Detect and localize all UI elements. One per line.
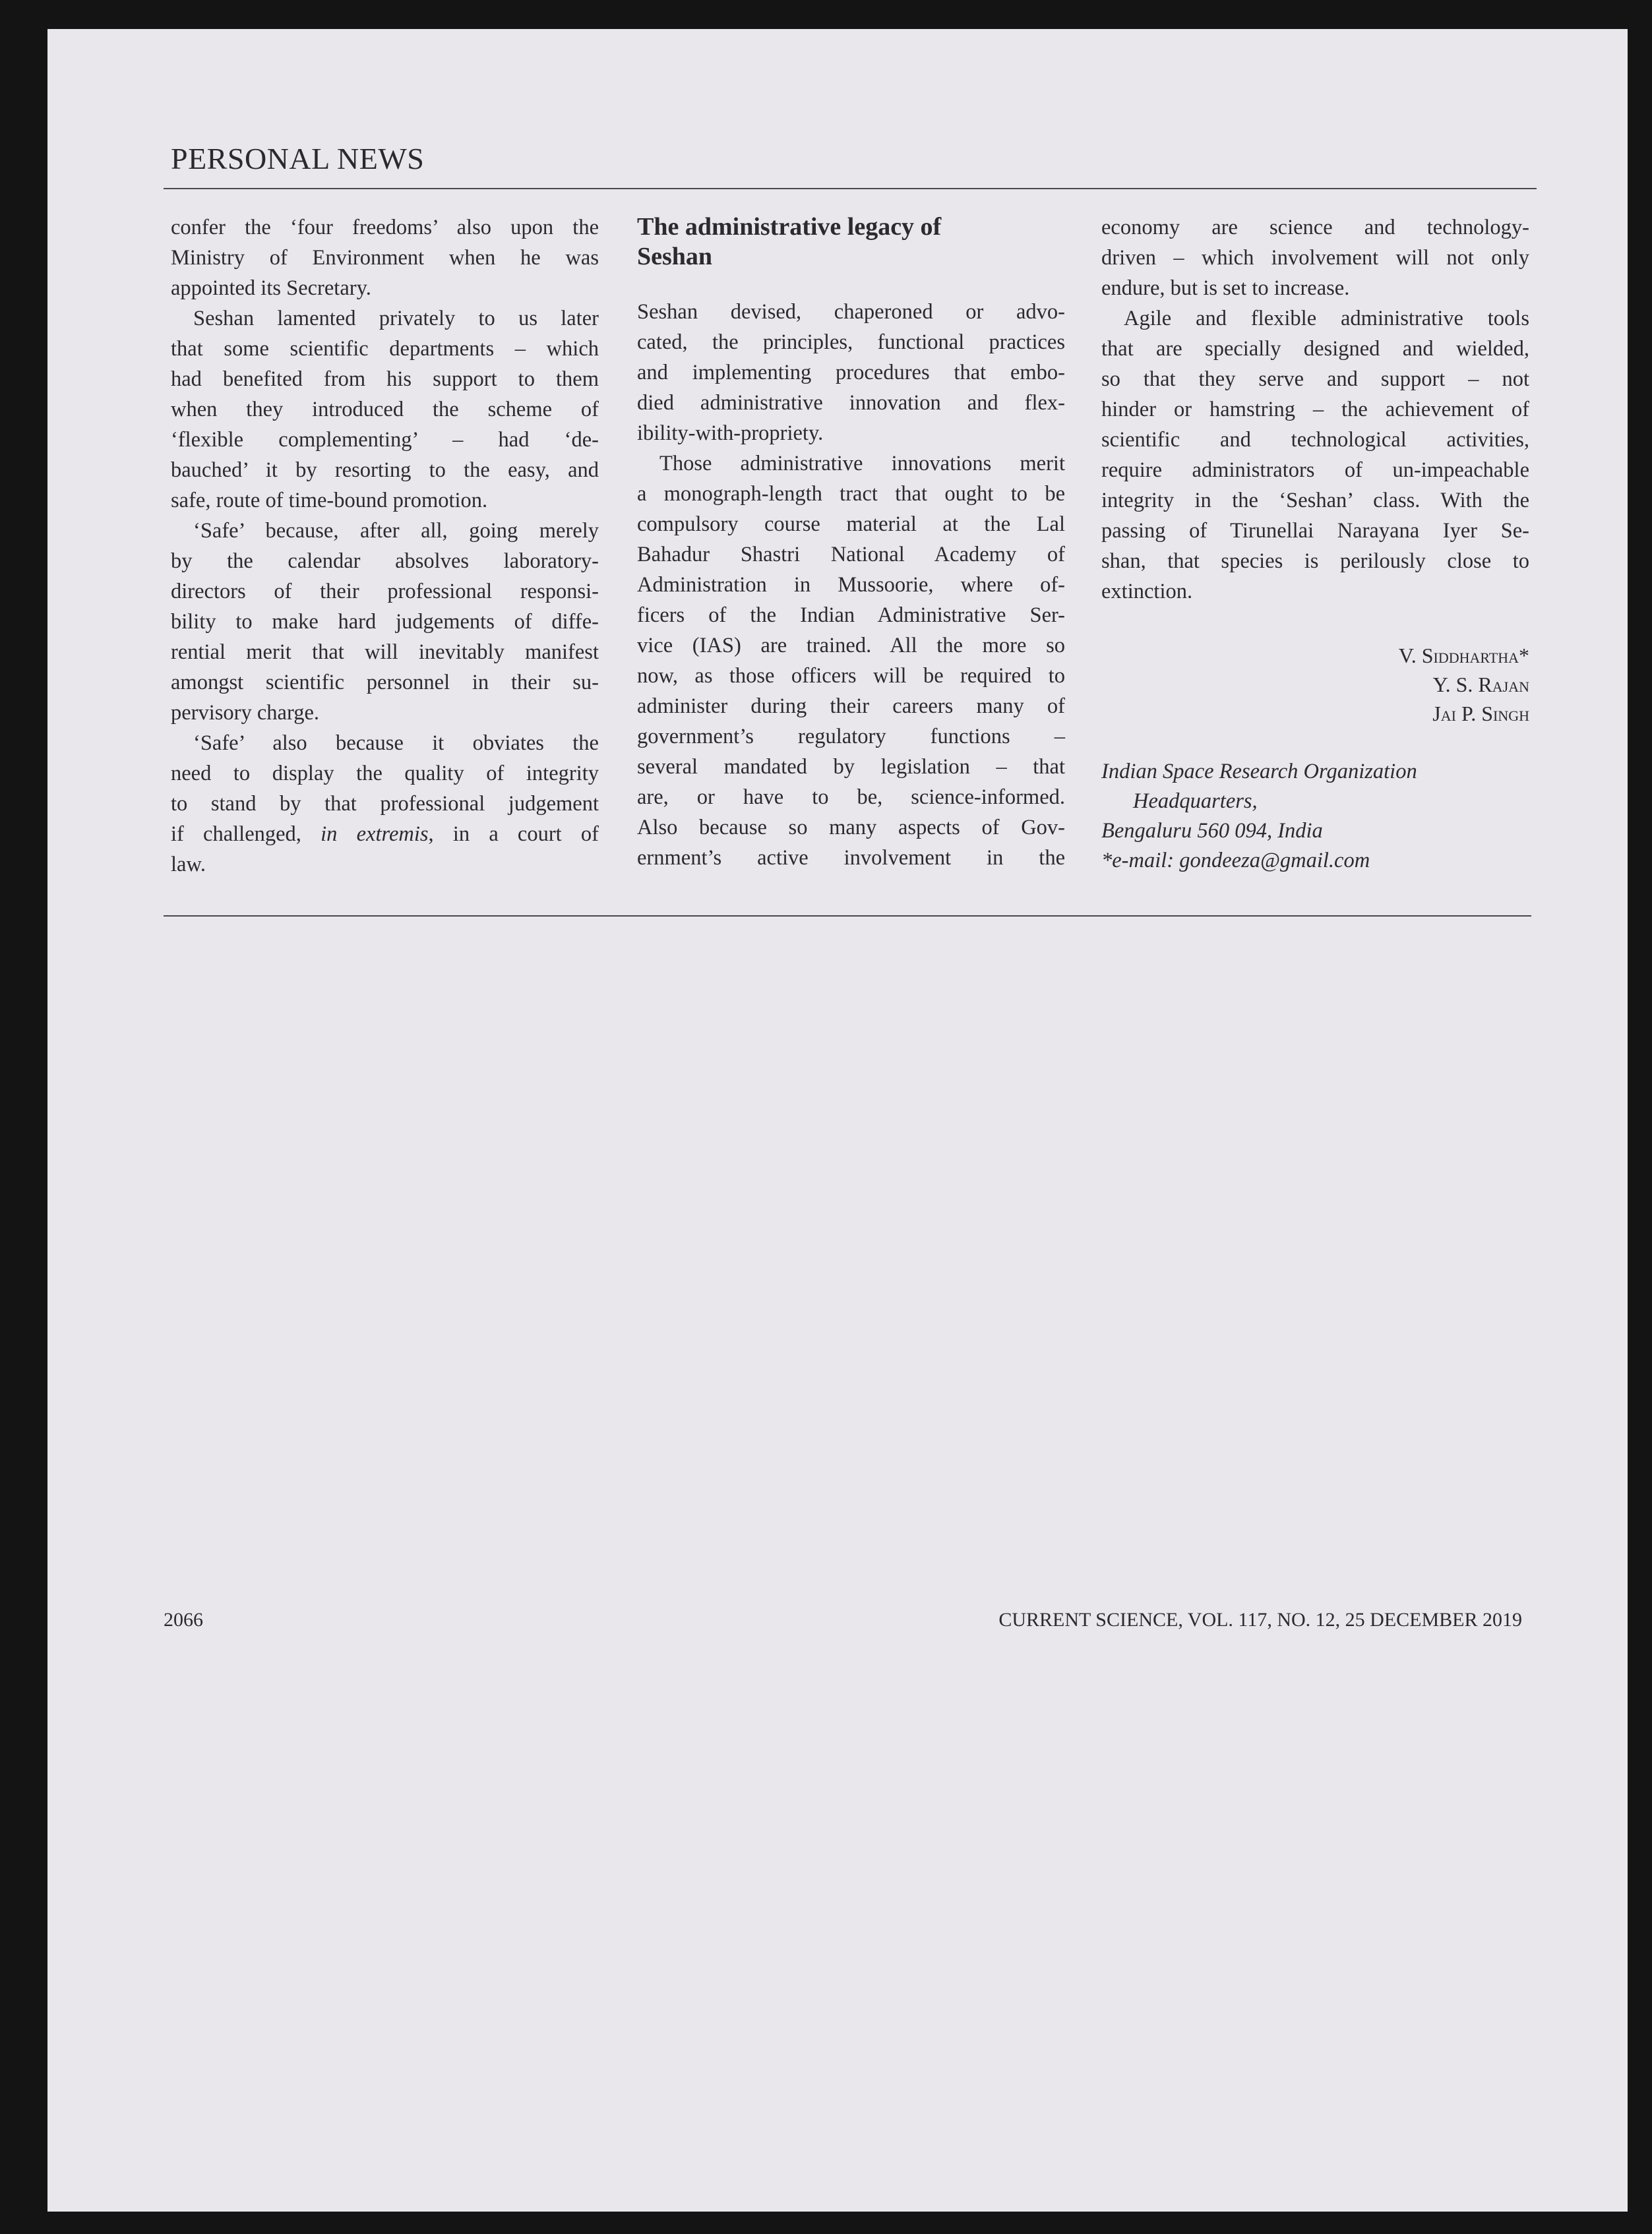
header-rule bbox=[164, 188, 1537, 189]
text-line: ‘flexible complementing’ – had ‘de- bbox=[171, 428, 599, 452]
text-line: ficers of the Indian Administrative Ser- bbox=[637, 603, 1065, 627]
paragraph bbox=[171, 303, 599, 516]
text-line: by the calendar absolves laboratory- bbox=[171, 549, 599, 573]
text-line: ibility-with-propriety. bbox=[637, 421, 824, 445]
author-name: Y. S. Rajan bbox=[1432, 673, 1529, 696]
text-line: law. bbox=[171, 853, 206, 876]
text-line: to stand by that professional judgement bbox=[171, 792, 599, 816]
text-line: are, or have to be, science-informed. bbox=[637, 785, 1065, 809]
affiliation-line: Bengaluru 560 094, India bbox=[1101, 819, 1323, 843]
text-line: so that they serve and support – not bbox=[1101, 367, 1529, 391]
journal-citation: CURRENT SCIENCE, VOL. 117, NO. 12, 25 DECEMBER 2019 bbox=[998, 1609, 1522, 1631]
text-line: Seshan devised, chaperoned or advo- bbox=[637, 300, 1065, 324]
text-segment: if challenged, bbox=[171, 822, 321, 846]
paragraph bbox=[637, 448, 1065, 873]
column-1 bbox=[171, 212, 599, 880]
text-line: and implementing procedures that embo- bbox=[637, 361, 1065, 384]
text-line: require administrators of un-impeachable bbox=[1101, 458, 1529, 482]
article-heading bbox=[637, 212, 1065, 272]
text-line: a monograph-length tract that ought to be bbox=[637, 482, 1065, 506]
text-line bbox=[171, 819, 599, 849]
author-name: Jai P. Singh bbox=[1432, 702, 1529, 725]
text-line: died administrative innovation and flex- bbox=[637, 391, 1065, 415]
text-line: bauched’ it by resorting to the easy, and bbox=[171, 458, 599, 482]
text-line: passing of Tirunellai Narayana Iyer Se- bbox=[1101, 519, 1529, 543]
author-list bbox=[1101, 641, 1529, 728]
text-line: hinder or hamstring – the achievement of bbox=[1101, 398, 1529, 421]
paragraph bbox=[1101, 303, 1529, 607]
paragraph bbox=[637, 297, 1065, 448]
author-email: *e-mail: gondeeza@gmail.com bbox=[1101, 849, 1370, 872]
text-line: that some scientific departments – which bbox=[171, 337, 599, 361]
text-line: pervisory charge. bbox=[171, 701, 320, 725]
paragraph bbox=[171, 516, 599, 728]
text-line: integrity in the ‘Seshan’ class. With the bbox=[1101, 489, 1529, 512]
italic-text: in extremis bbox=[321, 822, 429, 846]
affiliation-line: Indian Space Research Organization bbox=[1101, 760, 1417, 783]
text-line: several mandated by legislation – that bbox=[637, 755, 1065, 779]
column-3 bbox=[1101, 212, 1529, 876]
paragraph bbox=[1101, 212, 1529, 303]
paragraph bbox=[171, 728, 599, 880]
text-line: appointed its Secretary. bbox=[171, 276, 371, 300]
text-line: that are specially designed and wielded, bbox=[1101, 337, 1529, 361]
column-3-body bbox=[1101, 212, 1529, 607]
heading-line: Seshan bbox=[637, 243, 713, 270]
text-line: Agile and flexible administrative tools bbox=[1124, 307, 1529, 330]
text-line: government’s regulatory functions – bbox=[637, 725, 1065, 748]
text-line: ‘Safe’ also because it obviates the bbox=[193, 731, 599, 755]
text-line: extinction. bbox=[1101, 580, 1193, 603]
section-title: PERSONAL NEWS bbox=[171, 142, 425, 175]
text-line: when they introduced the scheme of bbox=[171, 398, 599, 421]
text-line: Ministry of Environment when he was bbox=[171, 246, 599, 270]
text-line: safe, route of time-bound promotion. bbox=[171, 489, 488, 512]
text-line: amongst scientific personnel in their su- bbox=[171, 671, 599, 694]
text-line: rential merit that will inevitably manifest bbox=[171, 640, 599, 664]
affiliation bbox=[1101, 757, 1529, 876]
article-end-rule bbox=[164, 915, 1531, 917]
text-line: ‘Safe’ because, after all, going merely bbox=[193, 519, 599, 543]
text-line: had benefited from his support to them bbox=[171, 367, 599, 391]
text-line: administer during their careers many of bbox=[637, 694, 1065, 718]
text-line: compulsory course material at the Lal bbox=[637, 512, 1065, 536]
heading-line: The administrative legacy of bbox=[637, 213, 942, 241]
text-line: shan, that species is perilously close to bbox=[1101, 549, 1529, 573]
text-line: bility to make hard judgements of diffe- bbox=[171, 610, 599, 634]
paragraph bbox=[171, 212, 599, 303]
affiliation-line: Headquarters, bbox=[1133, 789, 1258, 813]
text-line: driven – which involvement will not only bbox=[1101, 246, 1529, 270]
text-line: economy are science and technology- bbox=[1101, 216, 1529, 239]
text-line: Bahadur Shastri National Academy of bbox=[637, 543, 1065, 566]
text-line: vice (IAS) are trained. All the more so bbox=[637, 634, 1065, 657]
column-2 bbox=[637, 212, 1065, 873]
column-2-body bbox=[637, 297, 1065, 873]
text-segment: , in a court of bbox=[428, 822, 599, 846]
text-line: endure, but is set to increase. bbox=[1101, 276, 1350, 300]
text-line: cated, the principles, functional practices bbox=[637, 330, 1065, 354]
text-line: Administration in Mussoorie, where of- bbox=[637, 573, 1065, 597]
page-number: 2066 bbox=[164, 1609, 203, 1631]
text-line: ernment’s active involvement in the bbox=[637, 846, 1065, 870]
text-line: need to display the quality of integrity bbox=[171, 762, 599, 785]
text-line: confer the ‘four freedoms’ also upon the bbox=[171, 216, 599, 239]
text-line: scientific and technological activities, bbox=[1101, 428, 1529, 452]
text-line: directors of their professional responsi- bbox=[171, 580, 599, 603]
text-line: now, as those officers will be required to bbox=[637, 664, 1065, 688]
text-line: Seshan lamented privately to us later bbox=[193, 307, 599, 330]
text-line: Also because so many aspects of Gov- bbox=[637, 816, 1065, 839]
text-line: Those administrative innovations merit bbox=[659, 452, 1065, 475]
author-name: V. Siddhartha* bbox=[1398, 644, 1529, 667]
